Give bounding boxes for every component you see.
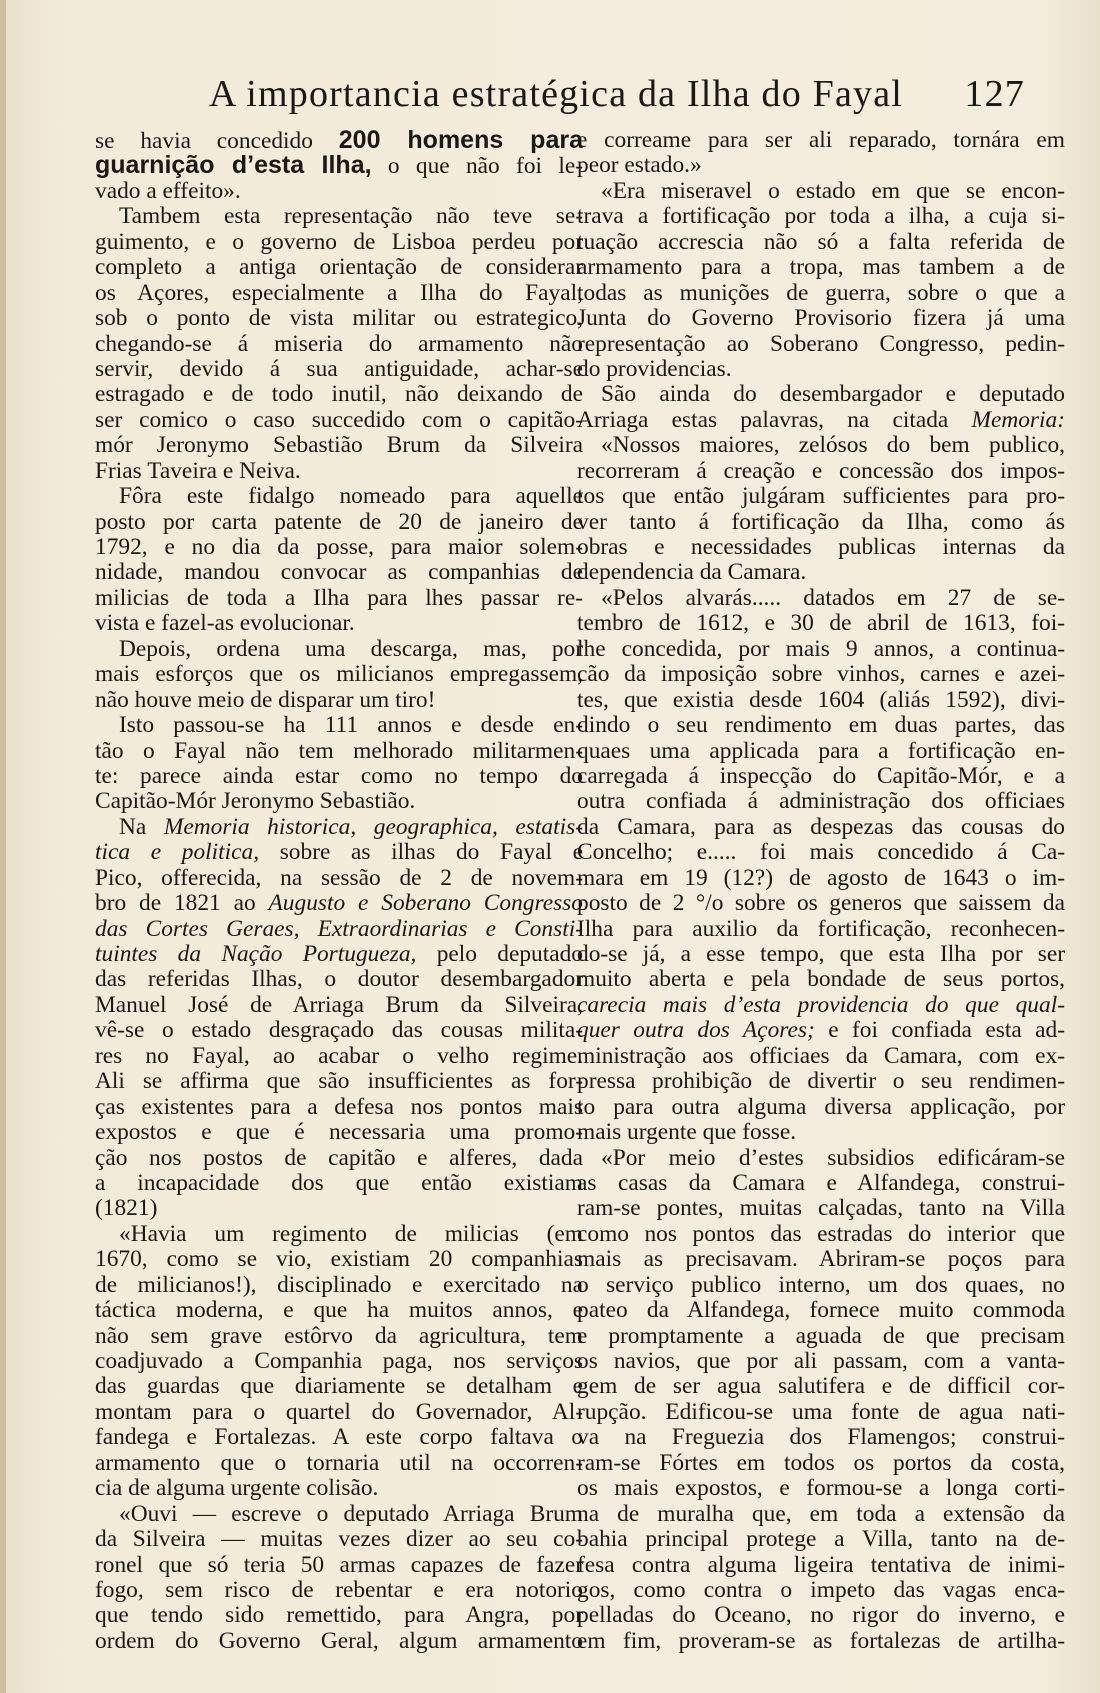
text-segment: ronel que só teria 50 armas capazes de fazer xyxy=(95,1552,583,1578)
text-line xyxy=(95,866,583,891)
text-segment: das referidas Ilhas, o doutor desembargador xyxy=(95,967,583,993)
text-line xyxy=(577,1120,1065,1145)
text-segment: tuação accrescia não só a falta referida de xyxy=(577,229,1065,255)
text-segment: ministração aos officiaes da Camara, com ex- xyxy=(577,1043,1065,1069)
text-line xyxy=(95,128,583,153)
text-segment: cão da imposição sobre vinhos, carnes e azei- xyxy=(577,662,1065,688)
text-segment: Concelho; e..... foi mais concedido á Ca- xyxy=(577,840,1065,866)
text-segment: o que não foi le- xyxy=(371,153,583,179)
text-segment: posto por carta patente de 20 de janeiro de xyxy=(95,509,583,535)
text-line xyxy=(577,1146,1065,1171)
text-segment: Junta do Governo Provisorio fizera já uma xyxy=(577,306,1065,332)
text-line xyxy=(577,1324,1065,1349)
text-segment: de milicianos!), disciplinado e exercitado na xyxy=(95,1272,583,1298)
text-line xyxy=(95,1349,583,1374)
text-segment: cia de alguma urgente colisão. xyxy=(95,1476,379,1502)
text-line xyxy=(577,1502,1065,1527)
text-segment: ver tanto á fortificação da Ilha, como ás xyxy=(577,509,1065,535)
text-line xyxy=(95,1018,583,1043)
text-line xyxy=(95,459,583,484)
text-segment: do-se já, a esse tempo, que esta Ilha por ser xyxy=(577,942,1065,967)
text-segment: na de muralha que, em toda a extensão da xyxy=(577,1501,1065,1527)
text-segment: dependencia da Camara. xyxy=(577,560,807,586)
text-line xyxy=(577,942,1065,967)
text-line xyxy=(577,535,1065,560)
text-segment: gos, como contra o impeto das vagas enca- xyxy=(577,1577,1065,1603)
text-segment: expostos e que é necessaria uma promo- xyxy=(95,1120,583,1146)
text-line xyxy=(577,764,1065,789)
text-line xyxy=(95,1527,583,1552)
text-line xyxy=(95,1044,583,1069)
text-segment: e foi confiada esta ad- xyxy=(814,1018,1065,1044)
text-segment: trava a fortificação por toda a ilha, a cuja si- xyxy=(577,204,1065,230)
text-segment: 1670, como se vio, existiam 20 companhias xyxy=(95,1247,583,1273)
text-segment: va na Freguezia dos Flamengos; construi- xyxy=(577,1425,1065,1451)
text-line xyxy=(577,1374,1065,1399)
text-line xyxy=(95,255,583,280)
text-segment: da Camara, para as despezas das cousas do xyxy=(577,814,1065,840)
text-segment: que tendo sido remettido, para Angra, por xyxy=(95,1603,583,1629)
text-segment: ram-se pontes, muitas calçadas, tanto na Villa xyxy=(577,1196,1065,1222)
text-segment: muito aberta e pela bondade de seus portos, xyxy=(577,967,1065,993)
text-line xyxy=(577,306,1065,331)
text-segment: como nos pontos das estradas do interior que xyxy=(577,1221,1065,1247)
text-segment: «Por meio d’estes subsidios edificáram-se xyxy=(601,1145,1065,1171)
text-segment: «Pelos alvarás..... datados em 27 de se- xyxy=(601,585,1065,611)
text-segment: recorreram á creação e concessão dos impos- xyxy=(577,458,1065,484)
text-segment: «Havia um regimento de milicias (em xyxy=(119,1221,583,1247)
bold-text: 200 homens para xyxy=(338,128,583,154)
text-line xyxy=(577,1018,1065,1043)
text-segment: carregada á inspecção do Capitão-Mór, e a xyxy=(577,763,1065,789)
text-segment: em fim, proveram-se as fortalezas de artilha- xyxy=(577,1628,1065,1654)
text-line xyxy=(577,1476,1065,1501)
text-segment: coadjuvado a Companhia paga, nos serviços xyxy=(95,1349,583,1374)
text-line xyxy=(95,230,583,255)
text-segment: táctica moderna, e que ha muitos annos, e xyxy=(95,1298,583,1324)
text-line xyxy=(95,1196,583,1221)
text-segment: pelo deputado xyxy=(416,942,583,967)
text-line xyxy=(95,484,583,509)
running-title: A importancia estratégica da Ilha do Fayal xyxy=(209,73,904,115)
text-line xyxy=(95,357,583,382)
left-text-column xyxy=(95,128,583,1654)
text-line xyxy=(95,993,583,1018)
text-line xyxy=(95,535,583,560)
text-segment: rupção. Edificou-se uma fonte de agua nati- xyxy=(577,1399,1065,1425)
text-line xyxy=(577,662,1065,687)
bold-text: guarnição d’esta Ilha, xyxy=(95,153,372,179)
text-line xyxy=(95,1603,583,1628)
text-line xyxy=(577,739,1065,764)
text-line xyxy=(577,840,1065,865)
text-line xyxy=(577,1196,1065,1221)
text-segment: mais esforços que os milicianos empregassem, xyxy=(95,662,583,688)
text-line xyxy=(577,1527,1065,1552)
text-segment: obras e necessidades publicas internas da xyxy=(577,535,1065,560)
text-line xyxy=(577,128,1065,153)
italic-text: quer outra dos Açores; xyxy=(577,1018,815,1044)
text-segment: lhe concedida, por mais 9 annos, a continua- xyxy=(577,636,1065,662)
text-line xyxy=(95,510,583,535)
text-segment: armamento para a tropa, mas tambem a de xyxy=(577,255,1065,281)
text-segment: mara em 19 (12?) de agosto de 1643 o im- xyxy=(577,865,1065,891)
text-line xyxy=(95,433,583,458)
italic-text: carecia mais d’esta providencia do que qual- xyxy=(577,992,1065,1018)
text-segment: e promptamente a aguada de que precisam xyxy=(577,1323,1065,1349)
text-segment: as casas da Camara e Alfandega, construi- xyxy=(577,1170,1065,1196)
text-segment: ser comico o caso succedido com o capitão- xyxy=(95,407,583,433)
text-line xyxy=(95,1502,583,1527)
text-segment: estragado e de todo inutil, não deixando de xyxy=(95,382,583,408)
text-line xyxy=(95,179,583,204)
text-line xyxy=(577,1298,1065,1323)
text-segment: fesa contra alguma ligeira tentativa de inimi- xyxy=(577,1552,1065,1578)
text-segment: armamento que o tornaria util na occorren- xyxy=(95,1450,583,1476)
text-line xyxy=(577,1349,1065,1374)
text-line xyxy=(95,382,583,407)
text-line xyxy=(577,255,1065,280)
text-line xyxy=(577,433,1065,458)
text-segment: e correame para ser ali reparado, tornára em xyxy=(577,128,1065,153)
text-line xyxy=(577,484,1065,509)
text-segment: Frias Taveira e Neiva. xyxy=(95,458,301,484)
text-line xyxy=(95,713,583,738)
text-segment: montam para o quartel do Governador, Al- xyxy=(95,1399,583,1425)
italic-text: Augusto e Soberano Congresso xyxy=(268,891,583,917)
text-line xyxy=(95,942,583,967)
text-segment: pateo da Alfandega, fornece muito commoda xyxy=(577,1298,1065,1324)
text-segment: ção nos postos de capitão e alferes, dada xyxy=(95,1145,583,1171)
text-line xyxy=(95,1222,583,1247)
text-segment: tão o Fayal não tem melhorado militarmen- xyxy=(95,738,583,764)
text-line xyxy=(577,1425,1065,1450)
italic-text: das Cortes Geraes, Extraordinarias e Consti- xyxy=(95,916,583,942)
running-header xyxy=(209,72,1049,128)
text-segment: todas as munições de guerra, sobre o que a xyxy=(577,280,1065,306)
text-line xyxy=(95,1298,583,1323)
page-spine-edge xyxy=(0,0,6,1693)
text-segment: Tambem esta representação não teve se- xyxy=(119,204,583,230)
text-line xyxy=(577,281,1065,306)
italic-text: tica e politica, xyxy=(95,840,260,866)
text-segment: ordem do Governo Geral, algum armamento xyxy=(95,1628,583,1654)
text-segment: Isto passou-se ha 111 annos e desde en- xyxy=(119,713,583,739)
text-segment: vista e fazel-as evolucionar. xyxy=(95,611,355,637)
text-line xyxy=(95,1374,583,1399)
text-line xyxy=(95,815,583,840)
text-segment: Depois, ordena uma descarga, mas, por xyxy=(119,636,583,662)
text-line xyxy=(577,204,1065,229)
text-line xyxy=(577,459,1065,484)
text-segment: os navios, que por ali passam, com a vanta- xyxy=(577,1349,1065,1374)
text-segment: pelladas do Oceano, no rigor do inverno, e xyxy=(577,1603,1065,1629)
text-line xyxy=(577,357,1065,382)
text-line xyxy=(577,637,1065,662)
text-line xyxy=(577,1451,1065,1476)
text-line xyxy=(577,179,1065,204)
text-segment: Arriaga estas palavras, na citada xyxy=(577,407,972,433)
text-line xyxy=(95,332,583,357)
text-segment: outra confiada á administração dos officiaes xyxy=(577,789,1065,815)
text-line xyxy=(577,917,1065,942)
text-line xyxy=(577,967,1065,992)
text-segment: 1792, e no dia da posse, para maior solem- xyxy=(95,535,583,560)
text-line xyxy=(577,688,1065,713)
text-line xyxy=(577,1044,1065,1069)
text-line xyxy=(577,1629,1065,1654)
text-line xyxy=(577,993,1065,1018)
text-segment: vado a effeito». xyxy=(95,178,241,204)
text-line xyxy=(577,382,1065,407)
text-segment: os mais expostos, e formou-se a longa corti- xyxy=(577,1476,1065,1502)
text-segment: não sem grave estôrvo da agricultura, tem xyxy=(95,1323,583,1349)
text-line xyxy=(95,1476,583,1501)
text-segment: tos que então julgáram sufficientes para pro- xyxy=(577,484,1065,510)
text-segment: tembro de 1612, e 30 de abril de 1613, foi- xyxy=(577,611,1065,637)
text-segment: se havia concedido xyxy=(95,128,339,154)
text-segment: Ilha para auxilio da fortificação, reconhecen- xyxy=(577,916,1065,942)
text-line xyxy=(577,815,1065,840)
text-line xyxy=(577,1222,1065,1247)
text-segment: das guardas que diariamente se detalham e xyxy=(95,1374,583,1400)
text-line xyxy=(577,713,1065,738)
text-line xyxy=(95,891,583,916)
text-line xyxy=(95,1273,583,1298)
text-line xyxy=(95,1324,583,1349)
text-line xyxy=(577,1578,1065,1603)
text-segment: representação ao Soberano Congresso, pedin- xyxy=(577,331,1065,357)
text-line xyxy=(95,1400,583,1425)
text-line xyxy=(577,153,1065,178)
text-segment: pressa prohibição de divertir o seu rendimen- xyxy=(577,1069,1065,1095)
text-segment: Ali se affirma que são insufficientes as for- xyxy=(95,1069,583,1095)
text-segment: gem de ser agua salutifera e de difficil cor- xyxy=(577,1374,1065,1400)
text-segment: da Silveira — muitas vezes dizer ao seu co- xyxy=(95,1527,583,1553)
text-segment: mais as precisavam. Abriram-se poços para xyxy=(577,1247,1065,1273)
text-line xyxy=(577,1247,1065,1272)
text-line xyxy=(577,866,1065,891)
text-segment: mais urgente que fosse. xyxy=(577,1120,797,1146)
text-line xyxy=(577,1273,1065,1298)
text-segment: sobre as ilhas do Fayal e xyxy=(259,840,583,866)
text-segment: Fôra este fidalgo nomeado para aquelle xyxy=(119,484,583,510)
text-segment: São ainda do desembargador e deputado xyxy=(601,382,1065,408)
text-line xyxy=(95,1120,583,1145)
text-segment: to para outra alguma diversa applicação, por xyxy=(577,1094,1065,1120)
text-segment: mór Jeronymo Sebastião Brum da Silveira xyxy=(95,433,583,459)
text-line xyxy=(577,1400,1065,1425)
text-segment: posto de 2 °/o sobre os generos que saissem da xyxy=(577,891,1065,917)
text-segment: completo a antiga orientação de considerar xyxy=(95,255,583,281)
text-line xyxy=(95,1629,583,1654)
text-line xyxy=(577,1171,1065,1196)
text-segment: «Nossos maiores, zelósos do bem publico, xyxy=(601,433,1065,459)
text-line xyxy=(95,204,583,229)
text-line xyxy=(95,840,583,865)
text-line xyxy=(577,789,1065,814)
text-segment: dindo o seu rendimento em duas partes, das xyxy=(577,713,1065,739)
text-line xyxy=(95,739,583,764)
text-segment: quaes uma applicada para a fortificação en- xyxy=(577,738,1065,764)
text-line xyxy=(95,764,583,789)
text-segment: chegando-se á miseria do armamento não xyxy=(95,331,583,357)
text-line xyxy=(577,560,1065,585)
text-line xyxy=(577,586,1065,611)
text-line xyxy=(95,789,583,814)
text-line xyxy=(95,586,583,611)
text-segment: a incapacidade dos que então existiam xyxy=(95,1170,583,1196)
text-segment: fogo, sem risco de rebentar e era notorio xyxy=(95,1577,583,1603)
text-line xyxy=(577,1603,1065,1628)
text-line xyxy=(95,1553,583,1578)
italic-text: Memoria historica, geographica, estatis- xyxy=(163,814,583,840)
text-segment: milicias de toda a Ilha para lhes passar re- xyxy=(95,585,583,611)
text-segment: Na xyxy=(119,814,164,840)
text-line xyxy=(95,611,583,636)
text-line xyxy=(95,917,583,942)
text-line xyxy=(95,967,583,992)
text-segment: Manuel José de Arriaga Brum da Silveira, xyxy=(95,992,583,1018)
text-line xyxy=(95,1171,583,1196)
text-segment: ram-se Fórtes em todos os portos da costa, xyxy=(577,1450,1065,1476)
text-segment: não houve meio de disparar um tiro! xyxy=(95,687,436,713)
text-segment: nidade, mandou convocar as companhias de xyxy=(95,560,583,586)
text-line xyxy=(95,662,583,687)
text-line xyxy=(95,306,583,331)
text-line xyxy=(577,408,1065,433)
text-line xyxy=(95,1247,583,1272)
text-segment: vê-se o estado desgraçado das cousas milita- xyxy=(95,1018,583,1044)
text-line xyxy=(577,891,1065,916)
text-segment: te: parece ainda estar como no tempo do xyxy=(95,763,583,789)
text-line xyxy=(95,1578,583,1603)
italic-text: tuintes da Nação Portugueza, xyxy=(95,942,417,967)
text-line xyxy=(95,560,583,585)
text-line xyxy=(95,281,583,306)
italic-text: Memoria: xyxy=(971,407,1065,433)
text-segment: (1821) xyxy=(95,1196,158,1222)
text-segment: do providencias. xyxy=(577,356,732,382)
text-segment: tes, que existia desde 1604 (aliás 1592), divi- xyxy=(577,687,1065,713)
text-line xyxy=(95,637,583,662)
text-segment: bro de 1821 ao xyxy=(95,891,269,917)
text-line xyxy=(95,1146,583,1171)
text-line xyxy=(577,230,1065,255)
text-line xyxy=(95,153,583,178)
text-line xyxy=(577,611,1065,636)
text-line xyxy=(95,1069,583,1094)
text-segment: res no Fayal, ao acabar o velho regime. xyxy=(95,1043,583,1069)
text-segment: ças existentes para a defesa nos pontos mais xyxy=(95,1094,583,1120)
text-line xyxy=(577,332,1065,357)
text-segment: servir, devido á sua antiguidade, achar-se xyxy=(95,356,583,382)
text-segment: guimento, e o governo de Lisboa perdeu por xyxy=(95,229,583,255)
text-line xyxy=(577,1069,1065,1094)
text-segment: bahia principal protege a Villa, tanto na de- xyxy=(577,1527,1065,1553)
text-segment: Capitão-Mór Jeronymo Sebastião. xyxy=(95,789,416,815)
text-segment: sob o ponto de vista militar ou estrategico, xyxy=(95,306,583,332)
text-segment: Pico, offerecida, na sessão de 2 de novem- xyxy=(95,865,583,891)
text-line xyxy=(577,1095,1065,1120)
right-text-column xyxy=(577,128,1065,1654)
text-line xyxy=(95,688,583,713)
text-segment: peor estado.» xyxy=(577,153,702,179)
text-line xyxy=(577,1553,1065,1578)
text-segment: o serviço publico interno, um dos quaes, no xyxy=(577,1272,1065,1298)
text-segment: fandega e Fortalezas. A este corpo faltava o xyxy=(95,1425,583,1451)
text-segment: «Ouvi — escreve o deputado Arriaga Brum xyxy=(119,1501,583,1527)
text-segment: «Era miseravel o estado em que se encon- xyxy=(601,178,1065,204)
page-number: 127 xyxy=(964,73,1025,115)
text-segment: os Açores, especialmente a Ilha do Fayal, xyxy=(95,280,583,306)
text-line xyxy=(95,1095,583,1120)
text-line xyxy=(95,1451,583,1476)
text-line xyxy=(95,1425,583,1450)
text-line xyxy=(95,408,583,433)
text-line xyxy=(577,510,1065,535)
